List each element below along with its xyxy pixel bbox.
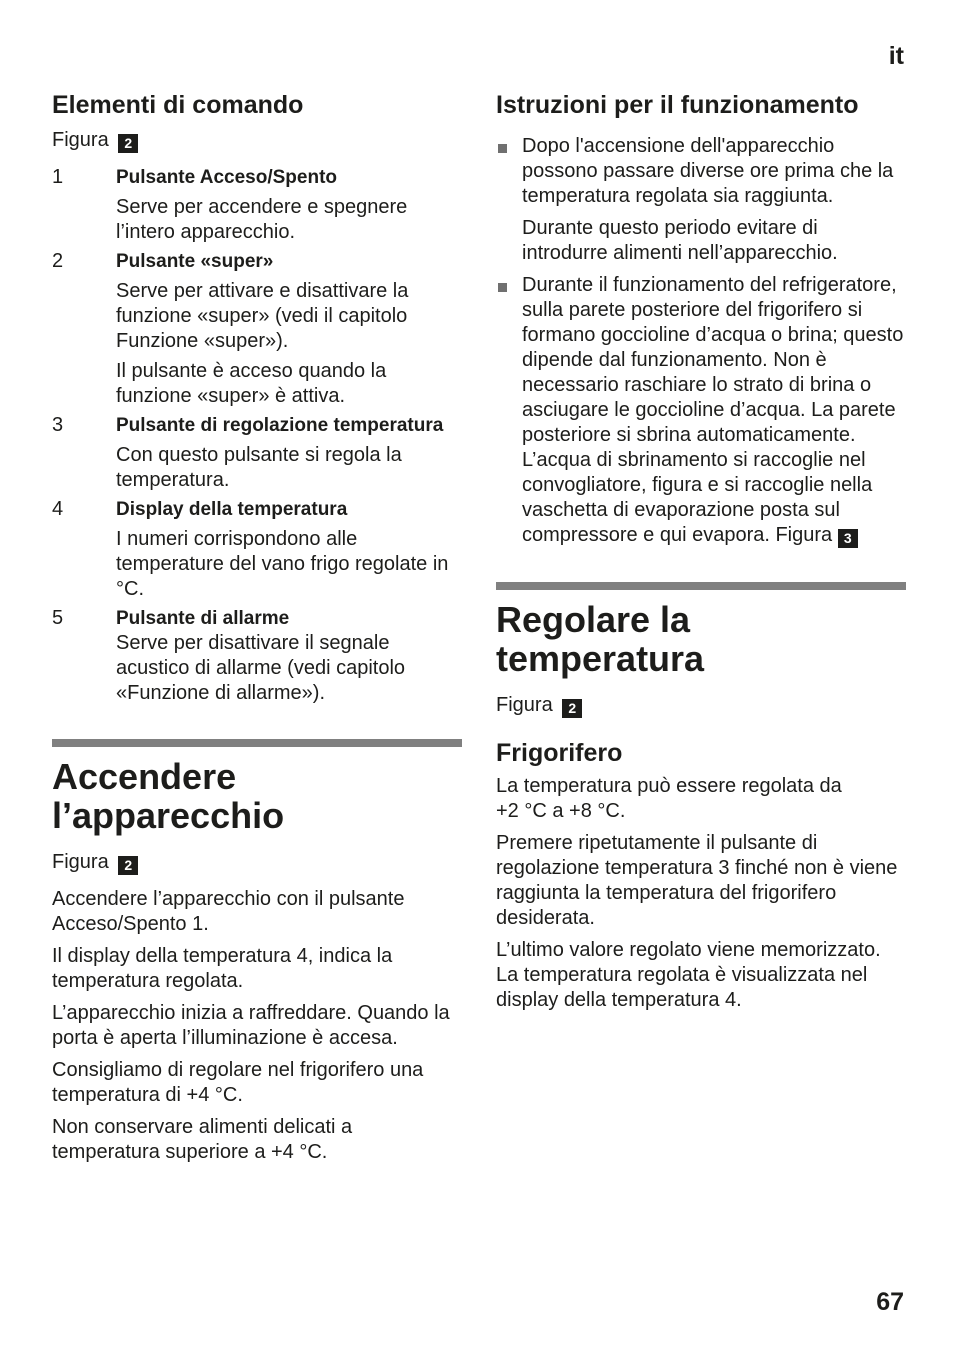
- section-divider: [496, 582, 906, 590]
- subsection-heading-fridge: Frigorifero: [496, 739, 623, 767]
- left-column: [52, 88, 462, 1172]
- item-number: 3: [52, 414, 64, 436]
- figure-label: Figura: [496, 694, 553, 716]
- list-item: [52, 606, 462, 706]
- item-description: Serve per attivare e disattivare la funzione «super» (vedi il capitolo Funzione «super»).: [116, 280, 409, 352]
- item-description: Serve per disattivare il segnale acustico di allarme (vedi capitolo «Funzione di allarme»).: [116, 632, 406, 704]
- list-item: [52, 413, 462, 493]
- item-number: 4: [52, 498, 64, 520]
- figure-reference: [52, 850, 462, 875]
- body-paragraph: Consigliamo di regolare nel frigorifero una temperatura di +4 °C.: [52, 1059, 424, 1106]
- list-item: [52, 165, 462, 245]
- item-title: Pulsante di regolazione temperatura: [116, 415, 444, 436]
- body-paragraph: Accendere l’apparecchio con il pulsante Acceso/Spento 1.: [52, 888, 405, 935]
- item-description: Con questo pulsante si regola la temperatura.: [116, 444, 402, 491]
- bullet-text: Dopo l'accensione dell'apparecchio possono passare diverse ore prima che la temperatura regolata sia raggiunta.: [522, 135, 894, 207]
- bullet-text: Durante il funzionamento del refrigeratore, sulla parete posteriore del frigorifero si formano goccioline d’acqua o brina; questo dipende dal funzionamento. Non è necessario raschiare lo strato di brina o asciugare le goccioline d’acqua. La parete posteriore si sbrina automaticamente. L’acqua di sbrinamento si raccoglie nel convogliatore, figura e si raccoglie nella vaschetta di evaporazione posta sul compressore e qui evapora. Figura: [522, 274, 904, 546]
- item-number: 1: [52, 166, 64, 188]
- right-column: [496, 88, 906, 1020]
- figure-label: Figura: [52, 851, 109, 873]
- bullet-paragraph: [522, 273, 906, 548]
- section-heading-operation: Istruzioni per il funzionamento: [496, 91, 859, 119]
- page-number: 67: [876, 1288, 904, 1316]
- bullet-square-icon: [498, 144, 507, 153]
- figure-reference: [496, 693, 906, 718]
- item-title: Pulsante «super»: [116, 251, 274, 272]
- figure-number-badge: 2: [118, 134, 138, 153]
- section-heading-switch-on: Accendere l’apparecchio: [52, 756, 285, 836]
- body-paragraph: L’apparecchio inizia a raffreddare. Quando la porta è aperta l’illuminazione è accesa.: [52, 1002, 450, 1049]
- list-item: [52, 497, 462, 602]
- figure-label: Figura: [52, 129, 109, 151]
- body-paragraph: Il display della temperatura 4, indica la temperatura regolata.: [52, 945, 393, 992]
- controls-list: [52, 165, 462, 706]
- figure-number-badge: 3: [838, 529, 858, 548]
- item-description: Serve per accendere e spegnere l’intero apparecchio.: [116, 196, 408, 243]
- item-title: Display della temperatura: [116, 499, 348, 520]
- language-marker: it: [888, 42, 904, 70]
- list-item: [496, 273, 906, 548]
- section-heading-set-temperature: Regolare la temperatura: [496, 599, 705, 679]
- section-divider: [52, 739, 462, 747]
- operation-bullets: [496, 134, 906, 548]
- body-paragraph: Non conservare alimenti delicati a temperatura superiore a +4 °C.: [52, 1116, 353, 1163]
- bullet-text: Durante questo periodo evitare di introdurre alimenti nell’apparecchio.: [522, 217, 838, 264]
- item-description: Il pulsante è acceso quando la funzione «super» è attiva.: [116, 360, 387, 407]
- body-paragraph: L’ultimo valore regolato viene memorizzato. La temperatura regolata è visualizzata nel display della temperatura 4.: [496, 939, 881, 1011]
- item-title: Pulsante Acceso/Spento: [116, 167, 338, 188]
- item-title: Pulsante di allarme: [116, 608, 290, 629]
- body-paragraph: La temperatura può essere regolata da +2 °C a +8 °C.: [496, 775, 842, 822]
- bullet-square-icon: [498, 283, 507, 292]
- item-number: 5: [52, 607, 64, 629]
- list-item: [52, 249, 462, 409]
- figure-reference: [52, 128, 462, 153]
- item-description: I numeri corrispondono alle temperature del vano frigo regolate in °C.: [116, 528, 449, 600]
- figure-number-badge: 2: [562, 699, 582, 718]
- figure-number-badge: 2: [118, 856, 138, 875]
- body-paragraph: Premere ripetutamente il pulsante di regolazione temperatura 3 finché non è viene raggiunta la temperatura del frigorifero desiderata.: [496, 832, 898, 929]
- list-item: [496, 134, 906, 266]
- item-number: 2: [52, 250, 64, 272]
- section-heading-controls: Elementi di comando: [52, 91, 304, 119]
